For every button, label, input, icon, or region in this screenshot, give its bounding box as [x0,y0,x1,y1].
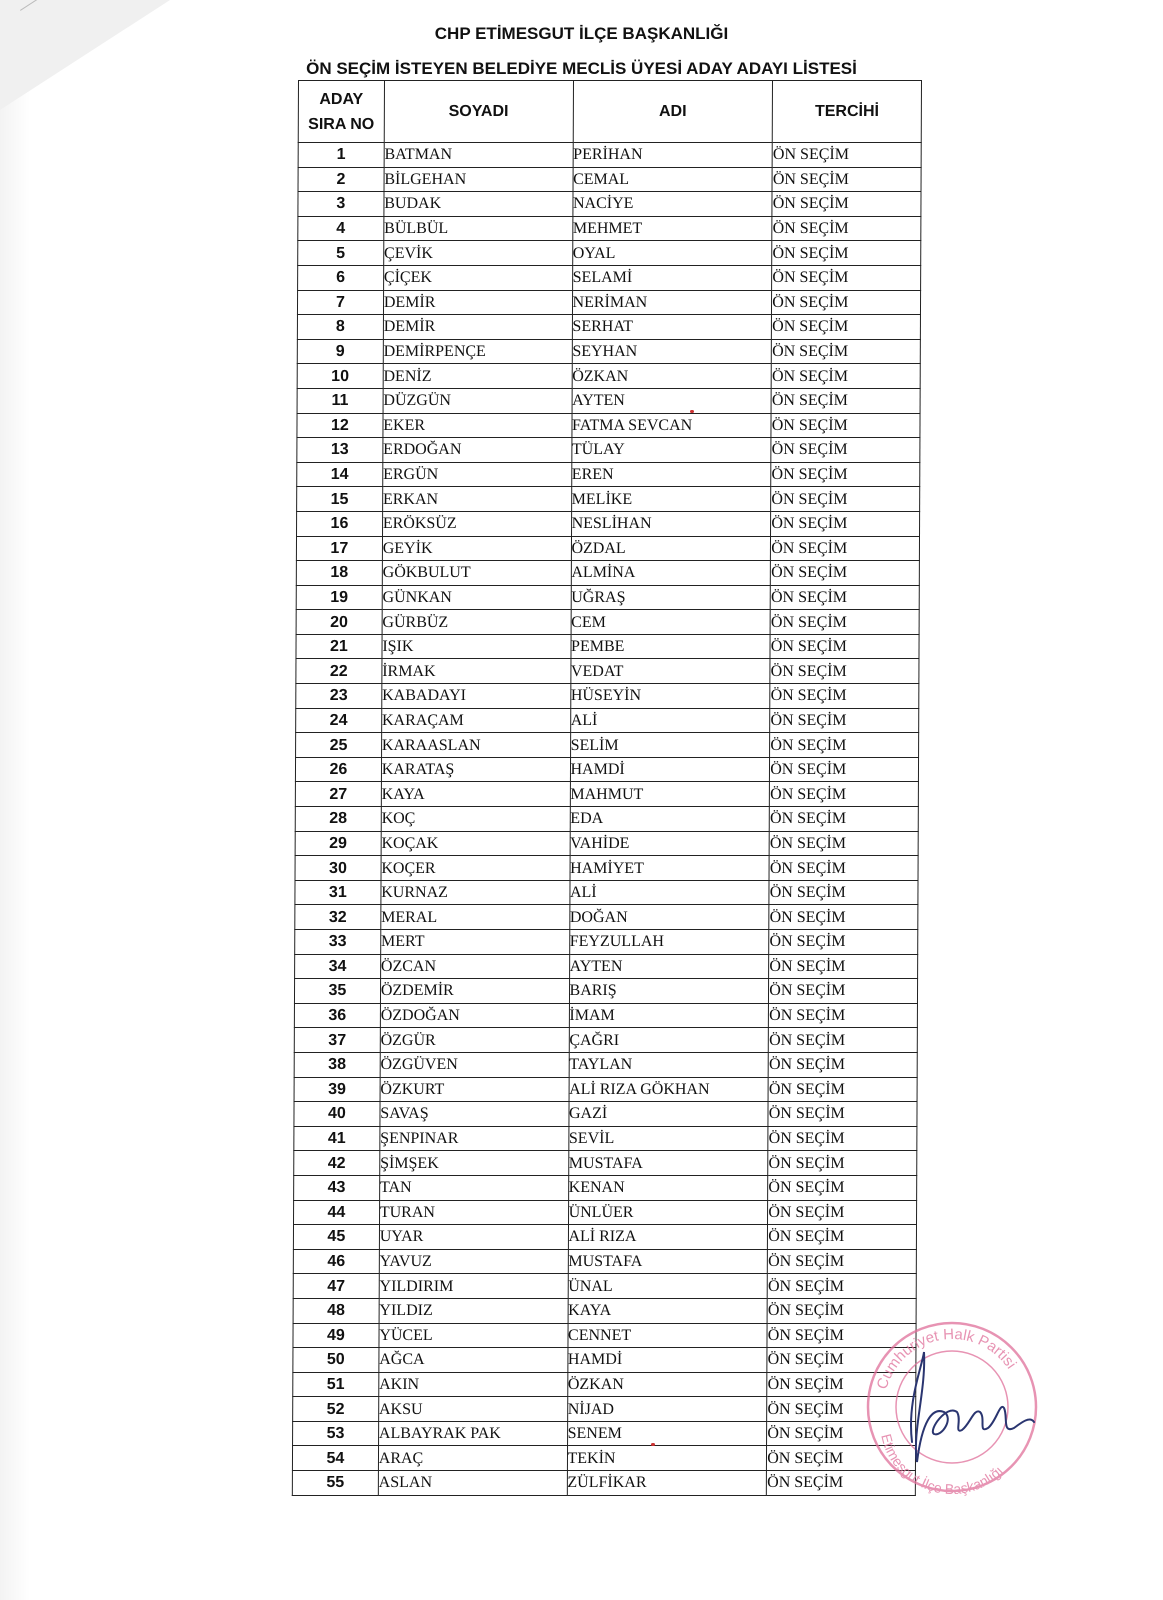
table-row [293,1274,916,1299]
surname-cell: ALBAYRAK PAK [378,1421,567,1446]
first-name-cell: UĞRAŞ [571,585,771,610]
first-name-cell: SELAMİ [572,265,772,290]
preference-cell: ÖN SEÇİM [770,807,919,832]
first-name-cell: TÜLAY [571,438,771,463]
table-row [298,216,921,241]
first-name-cell: OYAL [572,241,772,266]
table-row [298,241,921,266]
row-number: 6 [298,265,384,290]
row-number: 27 [295,782,381,807]
preference-cell: ÖN SEÇİM [770,684,919,709]
table-row [296,585,919,610]
preference-cell: ÖN SEÇİM [770,757,919,782]
surname-cell: YAVUZ [379,1249,568,1274]
surname-cell: AKSU [378,1397,567,1422]
surname-cell: DEMİR [383,315,572,340]
table-header-row [298,81,921,143]
table-row [295,880,918,905]
table-row [296,610,919,635]
preference-cell: ÖN SEÇİM [768,1200,917,1225]
table-row [298,192,921,217]
row-number: 55 [292,1471,378,1496]
surname-cell: ERDOĞAN [383,438,572,463]
row-number: 24 [296,708,382,733]
preference-cell: ÖN SEÇİM [771,536,920,561]
stamp-text-top: Cumhuriyet Halk Partisi [873,1325,1020,1392]
first-name-cell: NERİMAN [572,290,772,315]
surname-cell: ÖZKURT [380,1077,569,1102]
table-row [296,708,919,733]
row-number: 45 [293,1225,379,1250]
first-name-cell: ÖZKAN [572,364,772,389]
row-number: 23 [296,684,382,709]
preference-cell: ÖN SEÇİM [771,388,920,413]
row-number: 25 [296,733,382,758]
preference-cell: ÖN SEÇİM [770,585,919,610]
surname-cell: UYAR [379,1225,568,1250]
first-name-cell: ÇAĞRI [569,1028,769,1053]
surname-cell: DENİZ [383,364,572,389]
first-name-cell: SERHAT [572,315,772,340]
table-row [293,1372,916,1397]
table-row [296,634,919,659]
surname-cell: KARAÇAM [381,708,570,733]
first-name-cell: HÜSEYİN [570,684,770,709]
surname-cell: DÜZGÜN [383,388,572,413]
preference-cell: ÖN SEÇİM [772,339,921,364]
first-name-cell: HAMDİ [570,757,770,782]
preference-cell: ÖN SEÇİM [771,413,920,438]
first-name-cell: FEYZULLAH [569,930,769,955]
preference-cell: ÖN SEÇİM [768,1077,917,1102]
first-name-cell: CENNET [568,1323,768,1348]
surname-cell: ASLAN [378,1471,567,1496]
first-name-cell: İMAM [569,1003,769,1028]
preference-cell: ÖN SEÇİM [768,1249,917,1274]
column-header-adi [573,81,773,143]
surname-cell: ÖZDEMİR [380,979,569,1004]
preference-cell: ÖN SEÇİM [769,954,918,979]
preference-cell: ÖN SEÇİM [771,364,920,389]
table-row [293,1421,916,1446]
table-row [295,930,918,955]
preference-cell: ÖN SEÇİM [771,561,920,586]
row-number: 44 [294,1200,380,1225]
column-header-tercihi [773,81,922,143]
preference-cell: ÖN SEÇİM [769,930,918,955]
table-row [297,290,920,315]
first-name-cell: MUSTAFA [568,1151,768,1176]
row-number: 50 [293,1348,379,1373]
surname-cell: ÖZDOĞAN [380,1003,569,1028]
preference-cell: ÖN SEÇİM [772,192,921,217]
surname-cell: AKIN [379,1372,568,1397]
surname-cell: ERÖKSÜZ [382,511,571,536]
preference-cell: ÖN SEÇİM [772,265,921,290]
surname-cell: ŞENPINAR [380,1126,569,1151]
surname-cell: TAN [379,1175,568,1200]
preference-cell: ÖN SEÇİM [768,1126,917,1151]
table-row [294,1028,917,1053]
surname-cell: KOÇER [381,856,570,881]
row-number: 13 [297,438,383,463]
preference-cell: ÖN SEÇİM [770,659,919,684]
first-name-cell: EREN [571,462,771,487]
first-name-cell: PEMBE [571,634,771,659]
surname-cell: ŞİMŞEK [380,1151,569,1176]
table-row [293,1298,916,1323]
preference-cell: ÖN SEÇİM [772,167,921,192]
preference-cell: ÖN SEÇİM [772,315,921,340]
surname-cell: ÖZGÜVEN [380,1052,569,1077]
table-row [293,1348,916,1373]
row-number: 17 [296,536,382,561]
row-number: 12 [297,413,383,438]
row-number: 19 [296,585,382,610]
row-number: 14 [297,462,383,487]
preference-cell: ÖN SEÇİM [770,733,919,758]
preference-cell: ÖN SEÇİM [767,1274,916,1299]
surname-cell: ÖZGÜR [380,1028,569,1053]
surname-cell: TURAN [379,1200,568,1225]
preference-cell: ÖN SEÇİM [767,1397,916,1422]
first-name-cell: EDA [570,807,770,832]
first-name-cell: ALMİNA [571,561,771,586]
row-number: 48 [293,1298,379,1323]
surname-cell: DEMİR [383,290,572,315]
surname-cell: KOÇAK [381,831,570,856]
preference-cell: ÖN SEÇİM [771,462,920,487]
first-name-cell: DOĞAN [569,905,769,930]
first-name-cell: SENEM [567,1421,767,1446]
preference-cell: ÖN SEÇİM [768,1175,917,1200]
table-row [292,1471,915,1496]
first-name-cell: NACİYE [572,192,772,217]
row-number: 7 [297,290,383,315]
surname-cell: GÜNKAN [382,585,571,610]
first-name-cell: KAYA [568,1298,768,1323]
row-number: 53 [293,1421,379,1446]
preference-cell: ÖN SEÇİM [767,1372,916,1397]
table-row [297,388,920,413]
surname-cell: ERKAN [382,487,571,512]
preference-cell: ÖN SEÇİM [769,880,918,905]
table-row [294,1151,917,1176]
table-row [296,659,919,684]
row-number: 26 [295,757,381,782]
table-row [297,462,920,487]
row-number: 9 [297,339,383,364]
first-name-cell: ÜNAL [568,1274,768,1299]
first-name-cell: ZÜLFİKAR [567,1471,767,1496]
row-number: 35 [294,979,380,1004]
first-name-cell: CEM [571,610,771,635]
first-name-cell: HAMİYET [570,856,770,881]
first-name-cell: MUSTAFA [568,1249,768,1274]
table-row [294,1102,917,1127]
row-number: 41 [294,1126,380,1151]
preference-cell: ÖN SEÇİM [770,708,919,733]
row-number: 1 [298,143,384,168]
table-row [295,856,918,881]
row-number: 43 [294,1175,380,1200]
table-row [297,487,920,512]
preference-cell: ÖN SEÇİM [770,782,919,807]
first-name-cell: GAZİ [568,1102,768,1127]
row-number: 18 [296,561,382,586]
row-number: 16 [297,511,383,536]
preference-cell: ÖN SEÇİM [772,216,921,241]
surname-cell: ÖZCAN [380,954,569,979]
table-row [297,315,920,340]
row-number: 5 [298,241,384,266]
table-row [295,782,918,807]
table-row [298,143,921,168]
surname-cell: GÖKBULUT [382,561,571,586]
document-subtitle: ÖN SEÇİM İSTEYEN BELEDİYE MECLİS ÜYESİ ADAY ADAYI LİSTESİ [306,59,857,78]
table-row [293,1249,916,1274]
preference-cell: ÖN SEÇİM [771,487,920,512]
preference-cell: ÖN SEÇİM [769,1028,918,1053]
first-name-cell: ALİ RIZA [568,1225,768,1250]
first-name-cell: SEYHAN [572,339,772,364]
first-name-cell: ÖZDAL [571,536,771,561]
preference-cell: ÖN SEÇİM [772,143,921,168]
preference-cell: ÖN SEÇİM [767,1446,916,1471]
column-header-sira-no [298,81,384,143]
column-header-soyadi [384,81,573,143]
row-number: 30 [295,856,381,881]
row-number: 42 [294,1151,380,1176]
first-name-cell: ALİ [570,708,770,733]
preference-cell: ÖN SEÇİM [771,438,920,463]
first-name-cell: MEHMET [572,216,772,241]
surname-cell: BÜLBÜL [384,216,573,241]
table-row [294,1200,917,1225]
table-row [296,684,919,709]
row-number: 4 [298,216,384,241]
surname-cell: YILDIZ [379,1298,568,1323]
table-row [292,1446,915,1471]
table-row [296,536,919,561]
surname-cell: KOÇ [381,807,570,832]
table-row [294,979,917,1004]
surname-cell: EKER [383,413,572,438]
table-row [297,413,920,438]
row-number: 49 [293,1323,379,1348]
first-name-cell: VEDAT [570,659,770,684]
surname-cell: BİLGEHAN [384,167,573,192]
surname-cell: KURNAZ [381,880,570,905]
row-number: 39 [294,1077,380,1102]
table-row [296,561,919,586]
table-row [297,438,920,463]
first-name-cell: SELİM [570,733,770,758]
preference-cell: ÖN SEÇİM [768,1225,917,1250]
row-number: 29 [295,831,381,856]
first-name-cell: MELİKE [571,487,771,512]
surname-cell: AĞCA [379,1348,568,1373]
row-number: 33 [295,930,381,955]
ink-speck [690,410,694,413]
row-number: 54 [292,1446,378,1471]
first-name-cell: ÖZKAN [567,1372,767,1397]
first-name-cell: CEMAL [573,167,773,192]
first-name-cell: KENAN [568,1175,768,1200]
folded-corner [0,0,170,110]
row-number: 31 [295,880,381,905]
table-row [294,1077,917,1102]
preference-cell: ÖN SEÇİM [769,1003,918,1028]
surname-cell: KAYA [381,782,570,807]
surname-cell: MERT [380,930,569,955]
table-row [295,807,918,832]
surname-cell: DEMİRPENÇE [383,339,572,364]
row-number: 21 [296,634,382,659]
table-row [297,339,920,364]
surname-cell: İRMAK [382,659,571,684]
row-number: 32 [295,905,381,930]
first-name-cell: BARIŞ [569,979,769,1004]
surname-cell: MERAL [381,905,570,930]
preference-cell: ÖN SEÇİM [769,831,918,856]
surname-cell: BATMAN [384,143,573,168]
surname-cell: ARAÇ [378,1446,567,1471]
first-name-cell: TEKİN [567,1446,767,1471]
preference-cell: ÖN SEÇİM [771,511,920,536]
first-name-cell: AYTEN [572,388,772,413]
table-row [298,265,921,290]
table-row [294,1052,917,1077]
preference-cell: ÖN SEÇİM [770,610,919,635]
first-name-cell: ÜNLÜER [568,1200,768,1225]
preference-cell: ÖN SEÇİM [770,634,919,659]
preference-cell: ÖN SEÇİM [767,1323,916,1348]
row-number: 51 [293,1372,379,1397]
preference-cell: ÖN SEÇİM [768,1151,917,1176]
row-number: 37 [294,1028,380,1053]
preference-cell: ÖN SEÇİM [768,1052,917,1077]
surname-cell: KARAASLAN [381,733,570,758]
row-number: 36 [294,1003,380,1028]
row-number: 20 [296,610,382,635]
candidate-table [292,80,922,1496]
first-name-cell: MAHMUT [570,782,770,807]
surname-cell: KARATAŞ [381,757,570,782]
table-row [296,733,919,758]
preference-cell: ÖN SEÇİM [767,1298,916,1323]
row-number: 38 [294,1052,380,1077]
table-row [298,167,921,192]
stamp-text-bottom: Etimesgut İlçe Başkanlığı [878,1432,1007,1498]
document-title: CHP ETİMESGUT İLÇE BAŞKANLIĞI [434,24,729,43]
row-number: 15 [297,487,383,512]
preference-cell: ÖN SEÇİM [769,856,918,881]
table-row [293,1225,916,1250]
surname-cell: ÇEVİK [384,241,573,266]
header-label: TERCİHİ [814,103,880,120]
first-name-cell: PERİHAN [573,143,773,168]
row-number: 2 [298,167,384,192]
preference-cell: ÖN SEÇİM [767,1471,916,1496]
table-row [294,1126,917,1151]
surname-cell: YÜCEL [379,1323,568,1348]
first-name-cell: ALİ [569,880,769,905]
row-number: 52 [293,1397,379,1422]
surname-cell: BUDAK [384,192,573,217]
surname-cell: GEYİK [382,536,571,561]
header-label: ADAY SIRA NO [308,90,375,133]
preference-cell: ÖN SEÇİM [768,1102,917,1127]
preference-cell: ÖN SEÇİM [769,979,918,1004]
surname-cell: YILDIRIM [379,1274,568,1299]
first-name-cell: NİJAD [567,1397,767,1422]
table-row [293,1323,916,1348]
table-row [293,1397,916,1422]
table-row [295,831,918,856]
surname-cell: ERGÜN [383,462,572,487]
surname-cell: GÜRBÜZ [382,610,571,635]
row-number: 11 [297,388,383,413]
preference-cell: ÖN SEÇİM [767,1348,916,1373]
surname-cell: SAVAŞ [380,1102,569,1127]
surname-cell: ÇİÇEK [383,265,572,290]
table-row [295,954,918,979]
table-row [294,1175,917,1200]
preference-cell: ÖN SEÇİM [769,905,918,930]
header-label: ADI [658,103,687,120]
surname-cell: KABADAYI [382,684,571,709]
preference-cell: ÖN SEÇİM [772,241,921,266]
row-number: 40 [294,1102,380,1127]
ink-speck [651,1443,655,1446]
header-label: SOYADI [448,103,509,120]
row-number: 8 [297,315,383,340]
row-number: 47 [293,1274,379,1299]
first-name-cell: TAYLAN [569,1052,769,1077]
row-number: 28 [295,807,381,832]
first-name-cell: VAHİDE [570,831,770,856]
row-number: 10 [297,364,383,389]
first-name-cell: FATMA SEVCAN [571,413,771,438]
preference-cell: ÖN SEÇİM [772,290,921,315]
table-row [294,1003,917,1028]
row-number: 46 [293,1249,379,1274]
row-number: 34 [295,954,381,979]
first-name-cell: ALİ RIZA GÖKHAN [569,1077,769,1102]
first-name-cell: HAMDİ [567,1348,767,1373]
table-row [297,364,920,389]
row-number: 22 [296,659,382,684]
first-name-cell: AYTEN [569,954,769,979]
table-row [295,757,918,782]
table-row [295,905,918,930]
preference-cell: ÖN SEÇİM [767,1421,916,1446]
row-number: 3 [298,192,384,217]
first-name-cell: SEVİL [568,1126,768,1151]
first-name-cell: NESLİHAN [571,511,771,536]
table-row [297,511,920,536]
surname-cell: IŞIK [382,634,571,659]
